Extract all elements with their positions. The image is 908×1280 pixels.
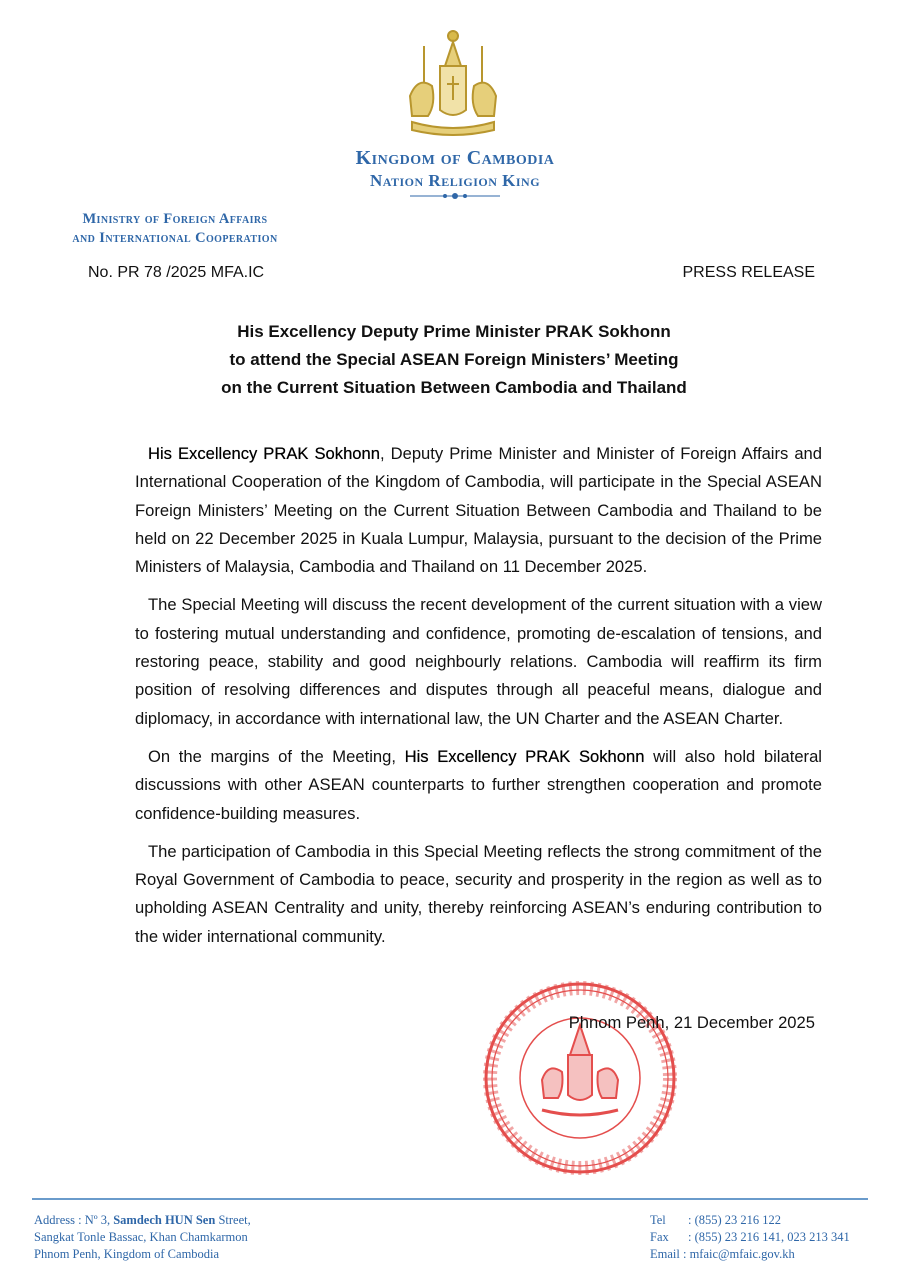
address-text: Street, xyxy=(215,1213,251,1227)
paragraph-2: The Special Meeting will discuss the recent development of the current situation with a view to fostering mutual understanding and confidence, promoting de-escalation of tensions, and restoring peace, stability and good neighbourly relations. Cambodia will reaffirm its firm position of resolving differences and disputes through all peaceful means, dialogue and diplomacy, in accordance with international law, the UN Charter and the ASEAN Charter. xyxy=(135,595,822,728)
body-text xyxy=(135,440,822,961)
email-value[interactable]: : mfaic@mfaic.gov.kh xyxy=(682,1247,795,1261)
paragraph-text: will also hold bilateral discussions with other ASEAN counterparts to further strengthen cooperation and promote confidence-building measures. xyxy=(135,746,822,823)
ministry-name xyxy=(30,210,320,248)
name-emphasis: His Excellency PRAK Sokhonn xyxy=(148,444,380,463)
ministry-line-2: and International Cooperation xyxy=(72,230,278,246)
address-label: Address : Nº 3, xyxy=(34,1213,114,1227)
kingdom-heading xyxy=(300,146,610,191)
footer-divider xyxy=(32,1198,868,1200)
document-type: PRESS RELEASE xyxy=(682,264,815,281)
footer-address xyxy=(34,1212,251,1263)
royal-coat-of-arms-icon xyxy=(398,26,508,138)
name-emphasis: His Excellency PRAK Sokhonn xyxy=(404,746,645,766)
reference-number: No. PR 78 /2025 MFA.IC xyxy=(88,264,265,281)
paragraph-4: The participation of Cambodia in this Special Meeting reflects the strong commitment of the Royal Government of Cambodia to peace, security and prosperity in the region as well as to upholding ASEAN Centrality and unity, thereby reinforcing ASEAN’s enduring contribution to the wider international community. xyxy=(135,841,822,946)
street-name: Samdech HUN Sen xyxy=(113,1213,216,1227)
address-line-3: Phnom Penh, Kingdom of Cambodia xyxy=(34,1247,220,1261)
title-line: His Excellency Deputy Prime Minister PRAK Sokhonn xyxy=(237,322,671,341)
paragraph-text: , Deputy Prime Minister and Minister of Foreign Affairs and International Cooperation of the Kingdom of Cambodia, will participate in the Special ASEAN Foreign Ministers’ Meeting on the Current Situation Between Cambodia and Thailand to be held on 22 December 2025 in Kuala Lumpur, Malaysia, pursuant to the decision of the Prime Ministers of Malaysia, Cambodia and Thailand on 11 December 2025. xyxy=(135,444,823,577)
fax-line xyxy=(650,1229,850,1246)
press-release-title xyxy=(100,318,808,402)
tel-line xyxy=(650,1212,850,1229)
kingdom-motto: Nation Religion King xyxy=(369,171,541,190)
ornament-divider-icon xyxy=(410,192,500,200)
email-line xyxy=(650,1246,850,1263)
paragraph-3 xyxy=(135,743,822,828)
title-line: on the Current Situation Between Cambodia and Thailand xyxy=(221,378,687,397)
paragraph-1 xyxy=(135,440,822,581)
tel-value: : (855) 23 216 122 xyxy=(688,1213,782,1227)
email-label: Email xyxy=(650,1247,680,1261)
place-and-date: Phnom Penh, 21 December 2025 xyxy=(568,1013,815,1032)
footer-contact xyxy=(650,1212,850,1263)
paragraph-text: On the margins of the Meeting, xyxy=(148,746,405,766)
title-line: to attend the Special ASEAN Foreign Ministers’ Meeting xyxy=(229,350,679,369)
address-line-1 xyxy=(34,1212,251,1229)
fax-label: Fax xyxy=(650,1230,669,1244)
kingdom-title: Kingdom of Cambodia xyxy=(355,147,555,169)
ministry-line-1: Ministry of Foreign Affairs xyxy=(82,211,268,227)
ministry-official-seal-icon xyxy=(480,980,680,1176)
fax-value: : (855) 23 216 141, 023 213 341 xyxy=(688,1230,850,1244)
tel-label: Tel xyxy=(650,1213,666,1227)
address-line-2: Sangkat Tonle Bassac, Khan Chamkarmon xyxy=(34,1230,248,1244)
